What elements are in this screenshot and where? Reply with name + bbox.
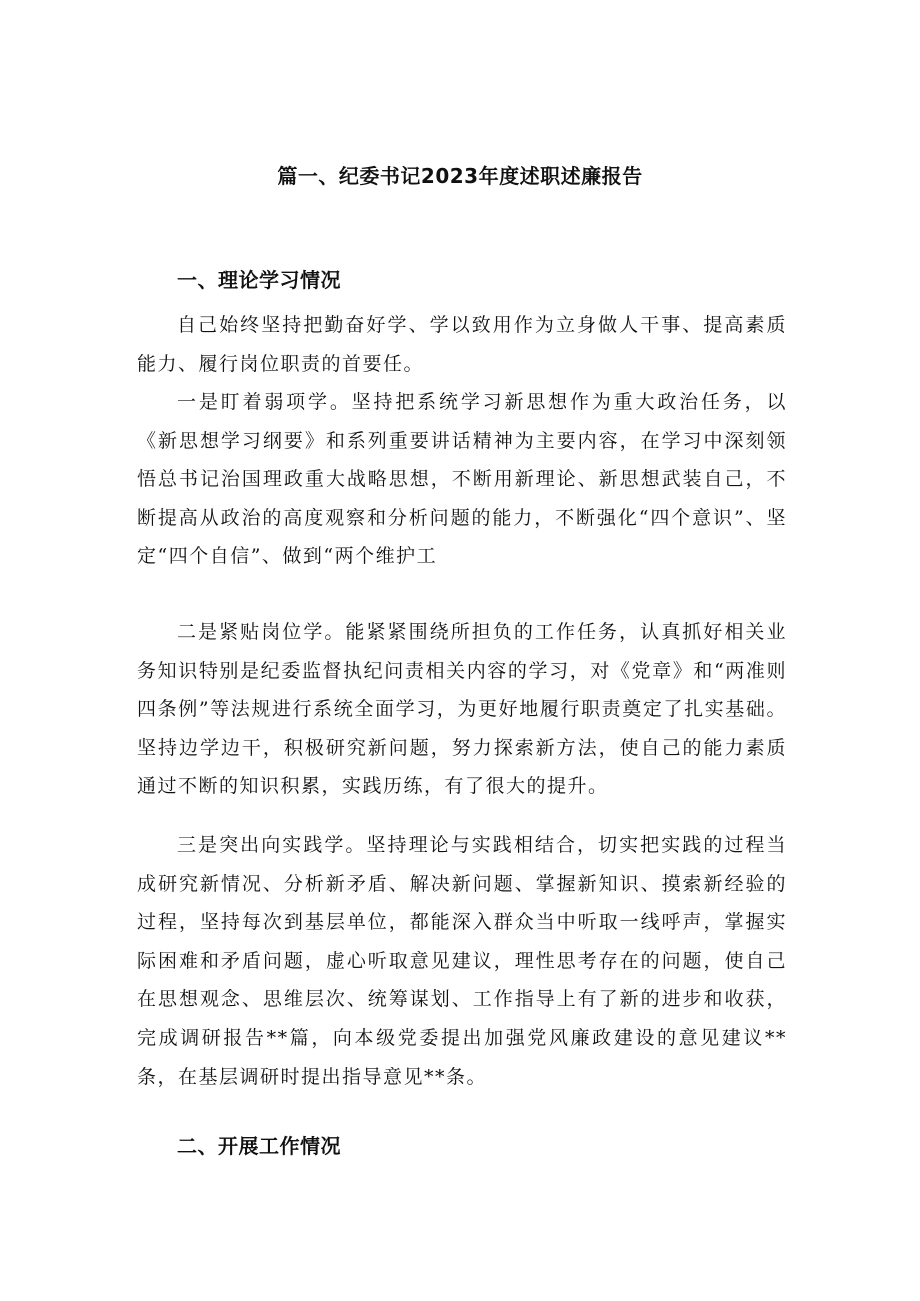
paragraph-post-study: 二是紧贴岗位学。能紧紧围绕所担负的工作任务，认真抓好相关业务知识特别是纪委监督执纪问责相关内容的学习，对《党章》和“两准则四条例”等法规进行系统全面学习，为更好地履行职责奠定了扎实基础。坚持边学边干，积极研究新问题，努力探索新方法，使自己的能力素质通过不断的知识积累，实践历练，有了很大的提升。 [137,621,787,798]
section-heading-theory-study: 一、理论学习情况 [177,268,341,292]
paragraph-weak-points: 一是盯着弱项学。坚持把系统学习新思想作为重大政治任务，以《新思想学习纲要》和系列重要讲话精神为主要内容，在学习中深刻领悟总书记治国理政重大战略思想，不断用新理论、新思想武装自己，不断提高从政治的高度观察和分析问题的能力，不断强化“四个意识”、坚定“四个自信”、做到“两个维护工 [137,391,787,568]
document-title: 篇一、纪委书记2023年度述职述廉报告 [277,164,643,188]
paragraph-practice-study: 三是突出向实践学。坚持理论与实践相结合，切实把实践的过程当成研究新情况、分析新矛盾、解决新问题、掌握新知识、摸索新经验的过程，坚持每次到基层单位，都能深入群众当中听取一线呼声，掌握实际困难和矛盾问题，虚心听取意见建议，理性思考存在的问题，使自己在思想观念、思维层次、统筹谋划、工作指导上有了新的进步和收获，完成调研报告**篇，向本级党委提出加强党风廉政建设的意见建议**条，在基层调研时提出指导意见**条。 [137,834,787,1088]
paragraph-intro: 自己始终坚持把勤奋好学、学以致用作为立身做人干事、提高素质能力、履行岗位职责的首要任。 [137,314,787,375]
section-heading-work-status: 二、开展工作情况 [177,1134,341,1158]
